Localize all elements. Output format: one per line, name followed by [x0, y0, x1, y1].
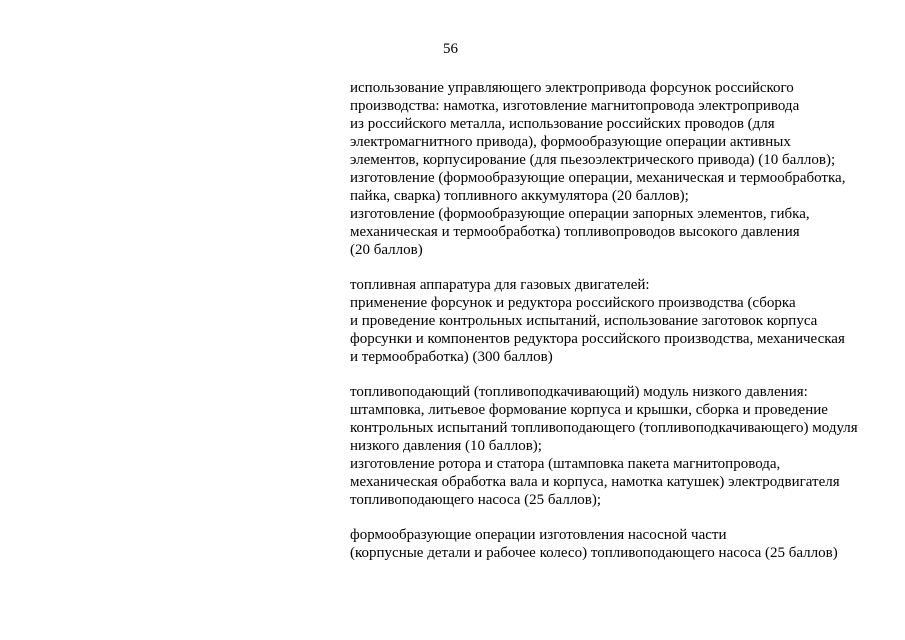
text-line: механическая обработка вала и корпуса, намотка катушек) электродвигателя [350, 474, 840, 490]
text-line: и проведение контрольных испытаний, использование заготовок корпуса [350, 313, 818, 329]
paragraph-gas-engine-fuel-equipment [350, 276, 890, 366]
text-line: (20 баллов) [350, 242, 423, 258]
text-line: формообразующие операции изготовления насосной части [350, 527, 727, 543]
text-line: пайка, сварка) топливного аккумулятора (20 баллов); [350, 188, 689, 204]
text-line: применение форсунок и редуктора российского производства (сборка [350, 295, 796, 311]
text-line: низкого давления (10 баллов); [350, 438, 542, 454]
text-line: и термообработка) (300 баллов) [350, 349, 553, 365]
text-line: контрольных испытаний топливоподающего (топливоподкачивающего) модуля [350, 420, 858, 436]
text-line: производства: намотка, изготовление магнитопровода электропривода [350, 98, 800, 114]
document-body [350, 79, 890, 562]
paragraph-gap [350, 259, 890, 276]
paragraph-gap [350, 509, 890, 526]
text-line: из российского металла, использование российских проводов (для [350, 116, 775, 132]
text-line: изготовление (формообразующие операции запорных элементов, гибка, [350, 206, 810, 222]
paragraph-gap [350, 366, 890, 383]
text-line: электромагнитного привода), формообразующие операции активных [350, 134, 791, 150]
page-number: 56 [443, 41, 458, 57]
text-line: (корпусные детали и рабочее колесо) топливоподающего насоса (25 баллов) [350, 545, 838, 561]
text-line: форсунки и компонентов редуктора российского производства, механическая [350, 331, 845, 347]
text-line: топливоподающий (топливоподкачивающий) модуль низкого давления: [350, 384, 808, 400]
paragraph-low-pressure-module [350, 383, 890, 509]
text-line: топливоподающего насоса (25 баллов); [350, 492, 602, 508]
text-line: штамповка, литьевое формование корпуса и крышки, сборка и проведение [350, 402, 828, 418]
text-line: использование управляющего электропривода форсунок российского [350, 80, 794, 96]
text-line: изготовление ротора и статора (штамповка пакета магнитопровода, [350, 456, 781, 472]
text-line: элементов, корпусирование (для пьезоэлектрического привода) (10 баллов); [350, 152, 836, 168]
paragraph-fuel-injection-electrodrive [350, 79, 890, 259]
paragraph-pump-section [350, 526, 890, 562]
text-line: механическая и термообработка) топливопроводов высокого давления [350, 224, 800, 240]
text-line: изготовление (формообразующие операции, механическая и термообработка, [350, 170, 846, 186]
text-line: топливная аппаратура для газовых двигателей: [350, 277, 650, 293]
